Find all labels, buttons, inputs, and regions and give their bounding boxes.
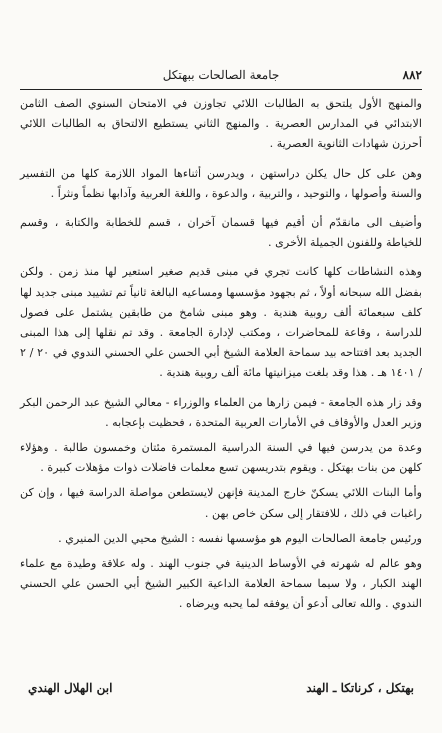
paragraph: وهذه النشاطات كلها كانت تجري في مبنى قديم صغير استعير لها منذ زمن . ولكن بفضل الله سبحانه أولاً ، ثم بجهود مؤسسها ومساعيه البالغة ثانياً تم تشييد مبنى جديد لها كلف سبعمائة ألف روبية هندية . وهو مبنى شامخ من طابقين يشتمل على فصول للدراسة ، وقاعة للمحاضرات ، ومكتب لإدارة الجامعة . وقد تم نقلها إلى هذا المبنى الجديد بعد افتتاحه بيد سماحة العلامة الشيخ أبي الحسن علي الحسني الندوي في ٢٠ / ٢ / ١٤٠١ هـ . هذا وقد بلغت ميزانيتها مائة ألف روبية هندية . — [20, 265, 422, 380]
running-header — [20, 68, 422, 88]
signature-author: ابن الهلال الهندي — [28, 681, 113, 695]
body-text — [20, 94, 422, 624]
signature-line — [28, 681, 414, 701]
paragraph: والمنهج الأول يلتحق به الطالبات اللائي تجاوزن في الامتحان السنوي الصف الثامن الابتدائي في المدارس العصرية . والمنهج الثاني يستطيع الالتحاق به الطالبات اللائي أحرزن شهادات الثانوية العصرية . — [20, 97, 422, 151]
paragraph: ورئيس جامعة الصالحات اليوم هو مؤسسها نفسه : الشيخ محيي الدين المنيري . — [58, 531, 422, 545]
signature-place: بهتكل ، كرناتكا ـ الهند — [306, 681, 414, 695]
paragraph: وقد زار هذه الجامعة - فيمن زارها من العلماء والوزراء - معالي الشيخ عبد الرحمن البكر وزير العدل والأوقاف في الأمارات العربية المتحدة ، فحظيت بإعجابه . — [20, 395, 422, 429]
paragraph: وهن على كل حال يكلن دراستهن ، ويدرسن أثناءها المواد اللازمة كلها من التفسير والسنة وأصولها ، والتوحيد ، والتربية ، والدعوة ، واللغة العربية وآدابها نظماً ونثراً . — [20, 166, 422, 200]
paragraph: وأما البنات اللائي يسكنّ خارج المدينة فإنهن لايستطعن مواصلة الدراسة فيها ، وإن كن راغبات في ذلك ، للافتقار إلى سكن خاص بهن . — [20, 486, 422, 520]
paragraph: وهو عالم له شهرته في الأوساط الدينية في جنوب الهند . وله علاقة وطيدة مع علماء الهند الكبار ، ولا سيما سماحة العلامة الداعية الكبير الشيخ أبي الحسن علي الحسني الندوي . والله تعالى أدعو أن يوفقه لما يحبه ويرضاه . — [20, 557, 422, 611]
running-title: جامعة الصالحات ببهتكل — [162, 68, 280, 82]
page-number: ٨٨٢ — [402, 68, 422, 82]
header-rule — [20, 89, 422, 90]
paragraph: وعدة من يدرسن فيها في السنة الدراسية المستمرة مئتان وخمسون طالبة . وهؤلاء كلهن من بنات بهتكل . ويقوم بتدريسهن تسع معلمات فاضلات ذوات مؤهلات كبيرة . — [20, 441, 422, 475]
paragraph: وأضيف الى مانقدّم أن أقيم فيها قسمان آخران ، قسم للخطابة والكتابة ، وقسم للخياطة وللفنون الجميلة الأخرى . — [20, 216, 422, 250]
